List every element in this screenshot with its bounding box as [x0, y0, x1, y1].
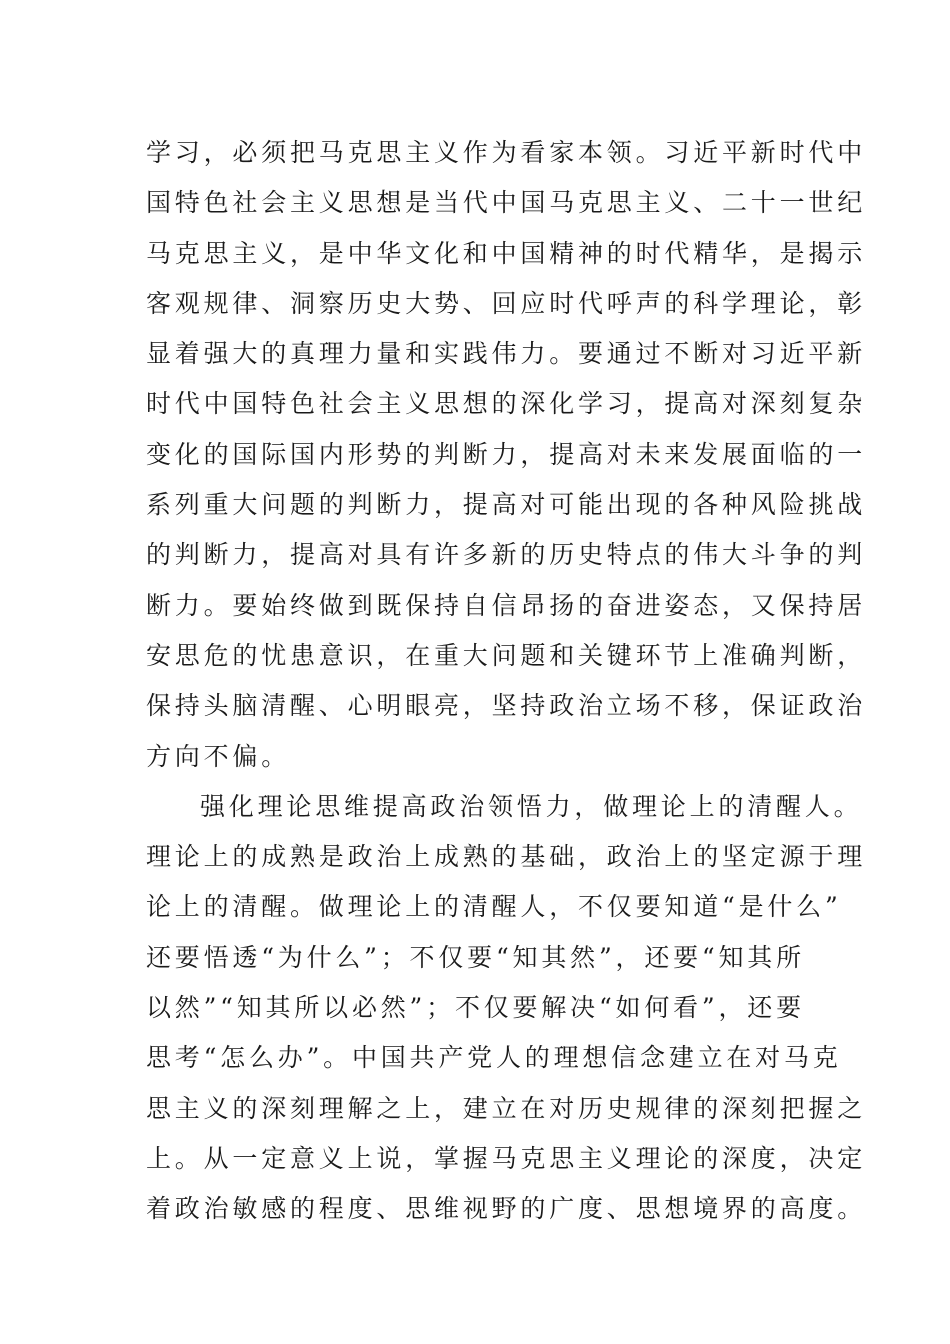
text-line: 显着强大的真理力量和实践伟力。要通过不断对习近平新 — [146, 339, 867, 369]
text-line: 系列重大问题的判断力，提高对可能出现的各种风险挑战 — [146, 490, 867, 520]
text-line: 安思危的忧患意识，在重大问题和关键环节上准确判断， — [146, 640, 867, 670]
body-text — [146, 128, 867, 1235]
text-line: 思主义的深刻理解之上，建立在对历史规律的深刻把握之 — [146, 1093, 867, 1123]
text-line: 的判断力，提高对具有许多新的历史特点的伟大斗争的判 — [146, 540, 867, 570]
text-line: 还要悟透“为什么”；不仅要“知其然”，还要“知其所 — [146, 942, 805, 972]
text-line: 思考“怎么办”。中国共产党人的理想信念建立在对马克 — [146, 1043, 842, 1073]
text-line: 国特色社会主义思想是当代中国马克思主义、二十一世纪 — [146, 188, 867, 218]
text-line: 论上的清醒。做理论上的清醒人，不仅要知道“是什么” — [146, 892, 842, 922]
paragraph-1 — [146, 128, 867, 782]
text-line: 以然”“知其所以必然”；不仅要解决“如何看”，还要 — [146, 993, 805, 1023]
text-line: 着政治敏感的程度、思维视野的广度、思想境界的高度。 — [146, 1194, 867, 1224]
paragraph-2 — [146, 782, 867, 1235]
text-line: 客观规律、洞察历史大势、回应时代呼声的科学理论，彰 — [146, 288, 867, 318]
text-line: 上。从一定意义上说，掌握马克思主义理论的深度，决定 — [146, 1143, 867, 1173]
text-line: 方向不偏。 — [146, 741, 291, 771]
text-line: 时代中国特色社会主义思想的深化学习，提高对深刻复杂 — [146, 389, 867, 419]
paragraph-heading-line: 强化理论思维提高政治领悟力，做理论上的清醒人。 — [200, 791, 863, 821]
text-line: 断力。要始终做到既保持自信昂扬的奋进姿态，又保持居 — [146, 590, 867, 620]
text-line: 马克思主义，是中华文化和中国精神的时代精华，是揭示 — [146, 238, 867, 268]
text-line: 变化的国际国内形势的判断力，提高对未来发展面临的一 — [146, 439, 867, 469]
text-line: 保持头脑清醒、心明眼亮，坚持政治立场不移，保证政治 — [146, 691, 867, 721]
text-line: 学习，必须把马克思主义作为看家本领。习近平新时代中 — [146, 138, 867, 167]
text-line: 理论上的成熟是政治上成熟的基础，政治上的坚定源于理 — [146, 842, 867, 872]
